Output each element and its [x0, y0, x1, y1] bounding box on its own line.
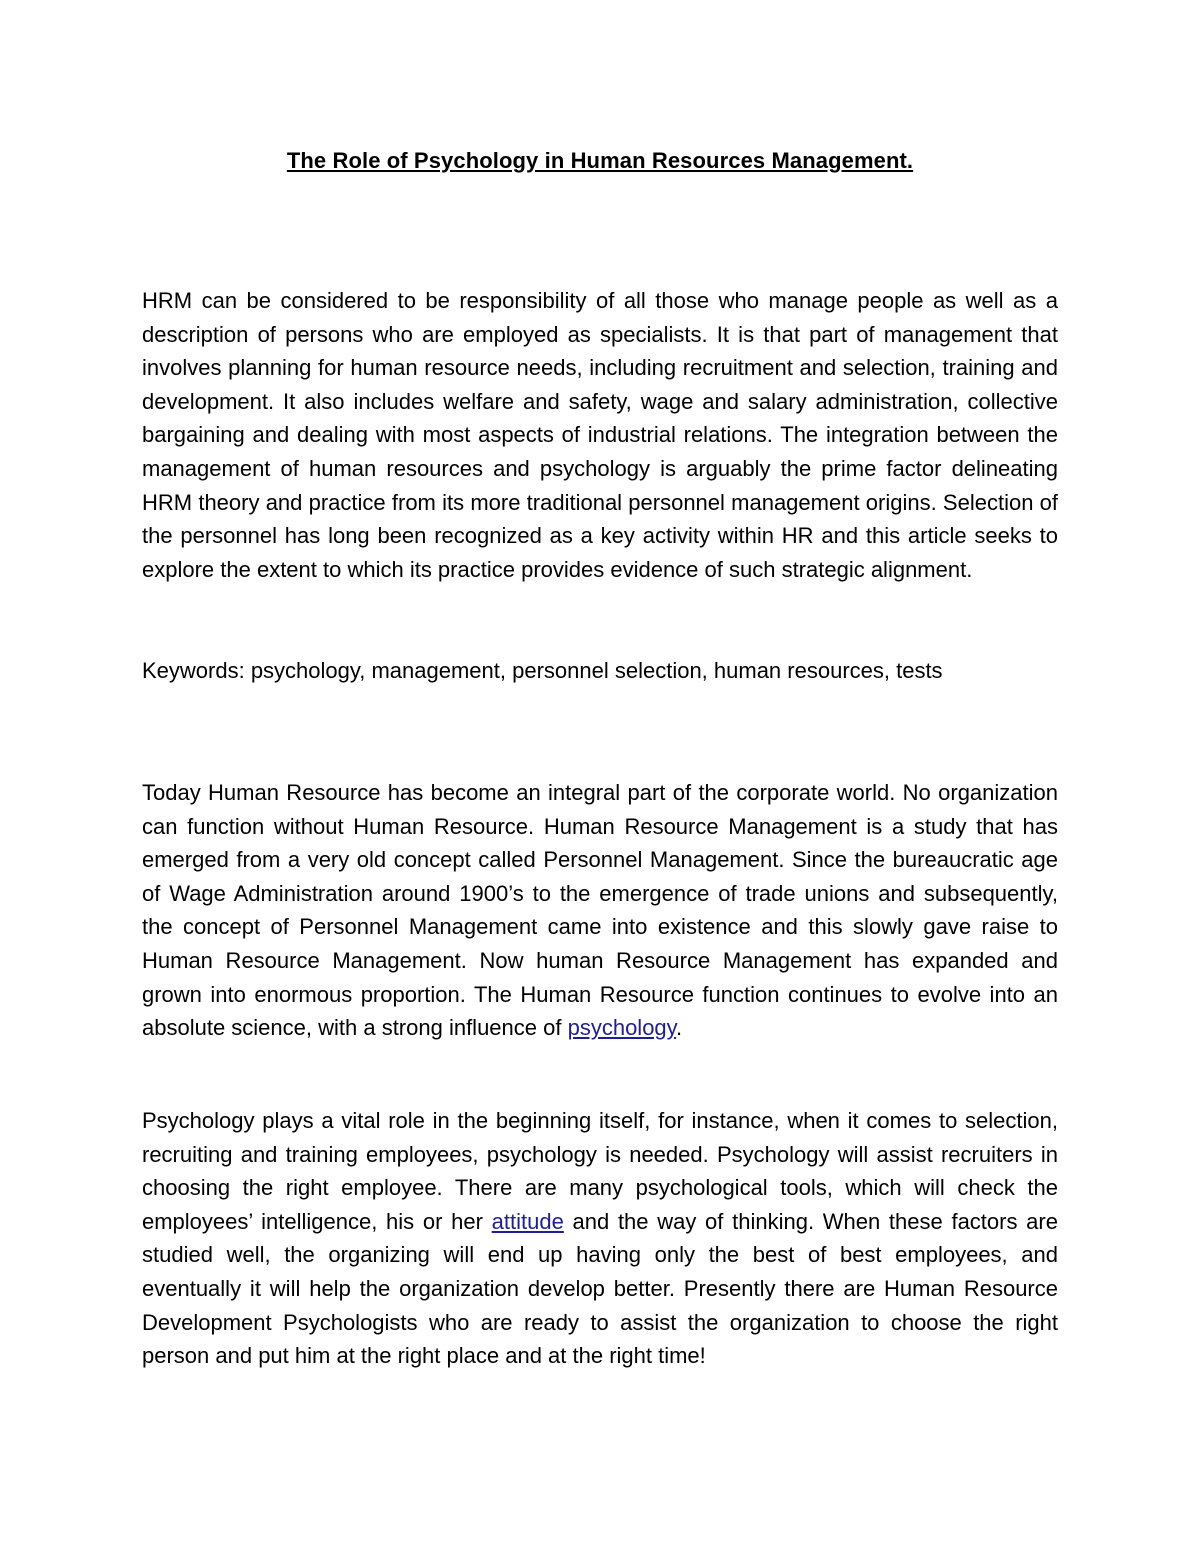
- body-paragraph-1: [142, 776, 1058, 1045]
- document-title: The Role of Psychology in Human Resources Management.: [286, 148, 914, 173]
- attitude-link[interactable]: attitude: [491, 1208, 564, 1234]
- paragraph-2-text-before: Psychology plays a vital role in the beginning itself, for instance, when it comes to selection, recruiting and training employees, psychology is needed. Psychology will assist recruiters in choosing the right employee. There are many psychological tools, which will check the employees’ intelligence, his or her: [142, 1108, 1058, 1234]
- paragraph-2-text-after: and the way of thinking. When these factors are studied well, the organizing will end up having only the best of best employees, and eventually it will help the organization develop better. Presently there are Human Resource Development Psychologists who are ready to assist the organization to choose the right person and put him at the right place and at the right time!: [142, 1208, 1058, 1369]
- paragraph-1-text-before: Today Human Resource has become an integral part of the corporate world. No organization can function without Human Resource. Human Resource Management is a study that has emerged from a very old concept called Personnel Management. Since the bureaucratic age of Wage Administration around 1900’s to the emergence of trade unions and subsequently, the concept of Personnel Management came into existence and this slowly gave raise to Human Resource Management. Now human Resource Management has expanded and grown into enormous proportion. The Human Resource function continues to evolve into an absolute science, with a strong influence of: [142, 780, 1058, 1041]
- paragraph-1-text: [142, 776, 1058, 1045]
- paragraph-1-text-after: .: [676, 1015, 683, 1041]
- keywords-line: Keywords: psychology, management, personnel selection, human resources, tests: [142, 658, 943, 683]
- abstract-paragraph: [142, 284, 1058, 586]
- paragraph-2-text: [142, 1104, 1058, 1373]
- body-paragraph-2: [142, 1104, 1058, 1373]
- abstract-text: HRM can be considered to be responsibility of all those who manage people as well as a description of persons who are employed as specialists. It is that part of management that involves planning for human resource needs, including recruitment and selection, training and development. It also includes welfare and safety, wage and salary administration, collective bargaining and dealing with most aspects of industrial relations. The integration between the management of human resources and psychology is arguably the prime factor delineating HRM theory and practice from its more traditional personnel management origins. Selection of the personnel has long been recognized as a key activity within HR and this article seeks to explore the extent to which its practice provides evidence of such strategic alignment.: [142, 288, 1058, 582]
- psychology-link[interactable]: psychology: [567, 1015, 677, 1041]
